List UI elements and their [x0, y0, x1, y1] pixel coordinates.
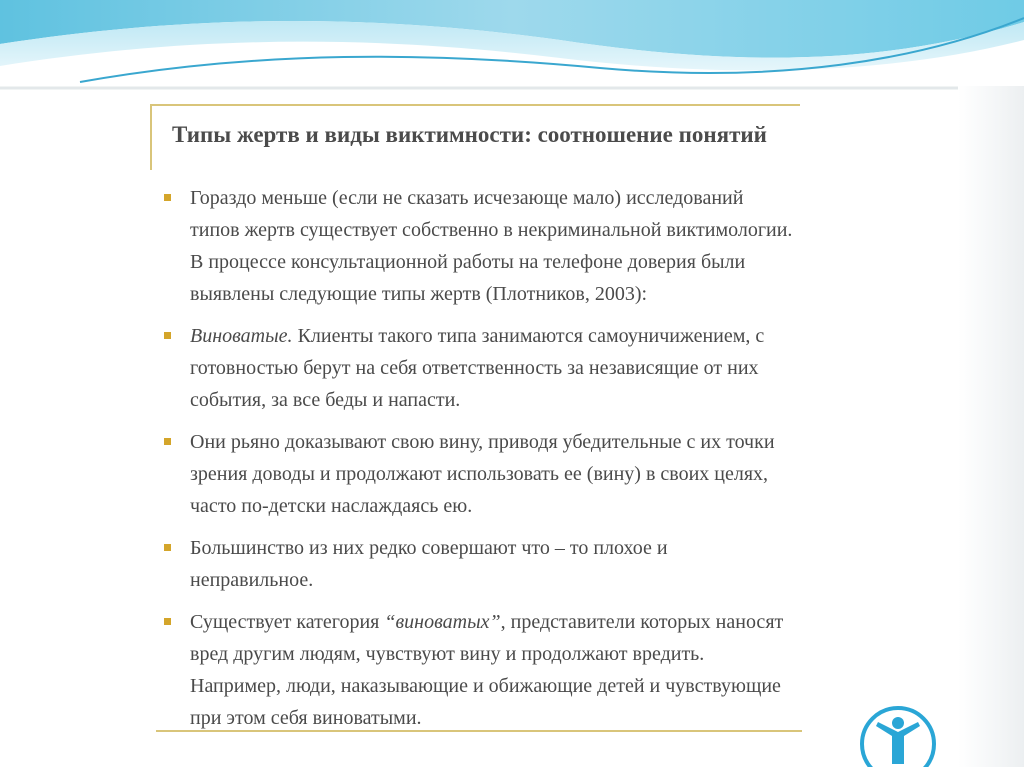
bullet-lead-term: Виноватые.	[190, 325, 293, 347]
bullet-text-tail: , представители которых наносят вред другим людям, чувствуют вину и продолжают вредить. Например, люди, наказывающие и обижающие детей и чувствующие при этом себя виноватыми.	[190, 611, 784, 729]
list-item	[164, 426, 794, 522]
right-side-shade	[958, 86, 1024, 767]
list-item	[164, 606, 794, 734]
list-item	[164, 182, 794, 310]
bullet-list	[164, 182, 794, 744]
list-item	[164, 532, 794, 596]
bullet-text: Они рьяно доказывают свою вину, приводя убедительные с их точки зрения доводы и продолжают использовать ее (вину) в своих целях, часто по-детски наслаждаясь ею.	[190, 431, 775, 517]
bullet-square-icon	[164, 332, 171, 339]
bullet-text: Существует категория	[190, 611, 385, 633]
bullet-square-icon	[164, 544, 171, 551]
bullet-text: Большинство из них редко совершают что – то плохое и неправильное.	[190, 537, 668, 591]
top-rule	[150, 104, 800, 106]
title-accent-bar	[150, 106, 152, 170]
header-wave-decoration	[0, 0, 1024, 90]
bullet-square-icon	[164, 194, 171, 201]
bullet-text: Гораздо меньше (если не сказать исчезающе мало) исследований типов жертв существует собственно в некриминальной виктимологии. В процессе консультационной работы на телефоне доверия были выявлены следующие типы жертв (Плотников, 2003):	[190, 187, 793, 305]
slide-content	[150, 104, 800, 734]
bullet-square-icon	[164, 438, 171, 445]
bullet-text: Клиенты такого типа занимаются самоуничижением, с готовностью берут на себя ответственность за независящие от них события, за все беды и напасти.	[190, 325, 765, 411]
slide-title: Типы жертв и виды виктимности: соотношение понятий	[172, 122, 767, 147]
bullet-em-term: “виноватых”	[384, 611, 501, 633]
list-item	[164, 320, 794, 416]
person-figure-icon	[858, 704, 938, 767]
bullet-square-icon	[164, 618, 171, 625]
bottom-rule	[156, 730, 802, 732]
